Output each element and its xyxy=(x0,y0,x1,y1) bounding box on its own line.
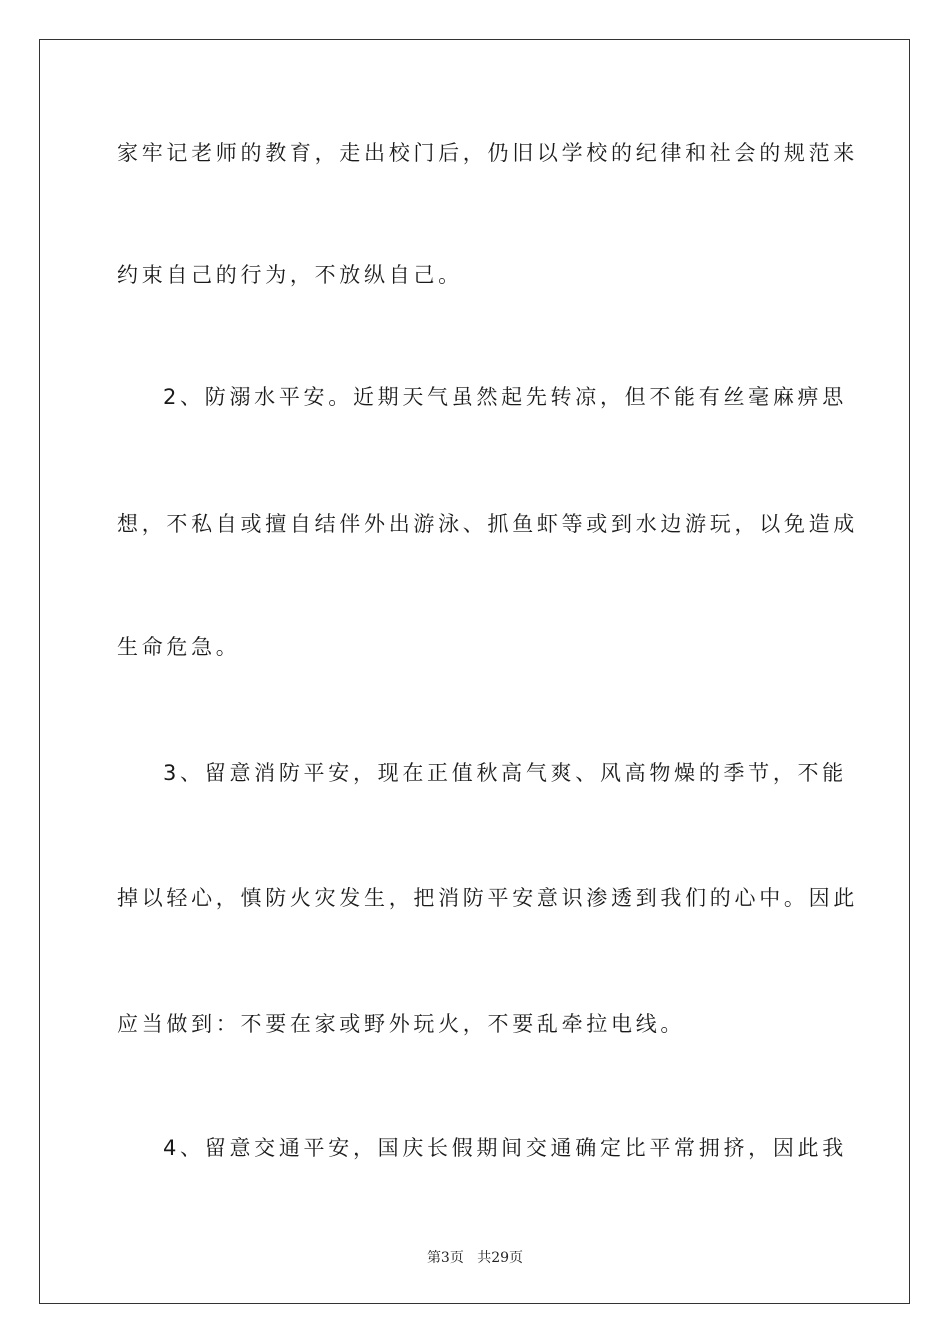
page-border xyxy=(39,39,910,1304)
text-line-3: 2、防溺水平安。近期天气虽然起先转凉，但不能有丝毫麻痹思 xyxy=(163,385,847,409)
text-line-8: 应当做到：不要在家或野外玩火，不要乱牵拉电线。 xyxy=(117,1012,686,1036)
current-page-label: 第3页 xyxy=(426,1250,464,1266)
text-line-6: 3、留意消防平安，现在正值秋高气爽、风高物燥的季节，不能 xyxy=(163,761,847,785)
text-line-4: 想，不私自或擅自结伴外出游泳、抓鱼虾等或到水边游玩，以免造成 xyxy=(117,512,858,536)
text-line-2: 约束自己的行为，不放纵自己。 xyxy=(117,263,463,287)
text-line-5: 生命危急。 xyxy=(117,635,241,659)
total-pages-label: 共29页 xyxy=(477,1250,524,1266)
text-line-7: 掉以轻心，慎防火灾发生，把消防平安意识渗透到我们的心中。因此 xyxy=(117,886,858,910)
text-line-9: 4、留意交通平安，国庆长假期间交通确定比平常拥挤，因此我 xyxy=(163,1136,847,1160)
page-footer xyxy=(0,1247,950,1267)
text-line-1: 家牢记老师的教育，走出校门后，仍旧以学校的纪律和社会的规范来 xyxy=(117,141,858,165)
